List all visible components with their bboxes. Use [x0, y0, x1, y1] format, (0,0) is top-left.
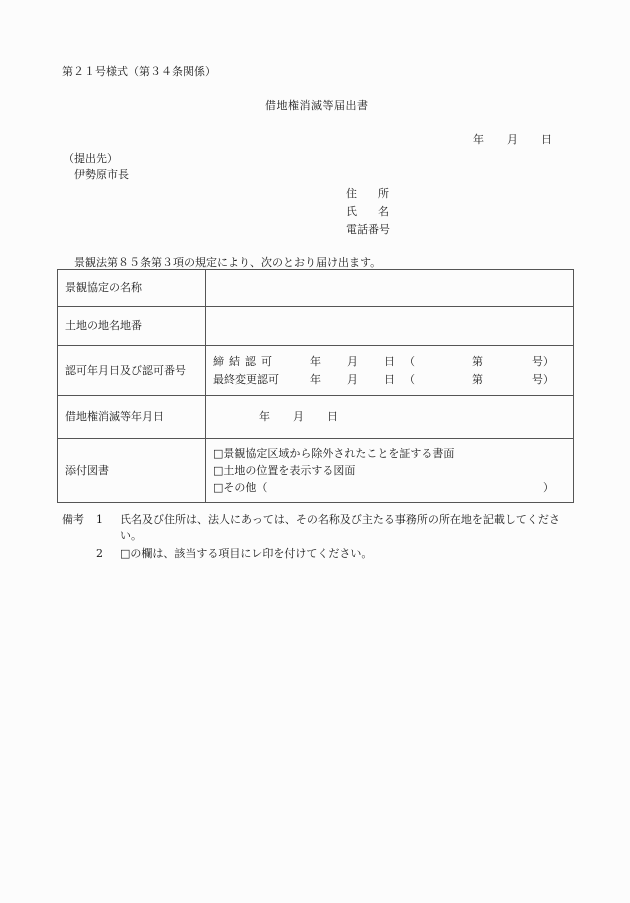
attachments-field	[206, 439, 574, 503]
approval-date-number-label: 認可年月日及び認可番号	[58, 346, 206, 396]
checkbox-location-map[interactable]: □土地の位置を表示する図面	[213, 464, 356, 477]
table-row	[58, 396, 574, 439]
phone-field[interactable]: 電話番号	[346, 223, 390, 236]
table-row	[58, 346, 574, 396]
lease-extinction-date-field[interactable]: 年 月 日	[206, 396, 574, 439]
notes-heading: 備考	[62, 513, 84, 526]
date-year-label: 年	[473, 133, 484, 146]
conclusion-approval-line: 締結認可 年 月 日 （ 第 号）	[213, 354, 554, 368]
submit-to-name: 伊勢原市長	[74, 168, 129, 181]
note-item: 2 □の欄は、該当する項目にレ印を付けてください。	[96, 547, 373, 560]
lead-text: 景観法第８５条第３項の規定により、次のとおり届け出ます。	[74, 256, 382, 269]
approval-date-number-field[interactable]	[206, 346, 574, 396]
form-number: 第２１号様式（第３４条関係）	[62, 65, 216, 78]
submit-to-label: （提出先）	[63, 152, 118, 165]
note-item: 備考 1 氏名及び住所は、法人にあっては、その名称及び主たる事務所の所在地を記載してください。	[62, 513, 560, 542]
submission-date	[473, 133, 552, 147]
land-lot-field[interactable]	[206, 307, 574, 346]
checkbox-other[interactable]: □その他（ ）	[213, 481, 554, 494]
notes-section	[62, 512, 582, 562]
agreement-name-label: 景観協定の名称	[58, 270, 206, 307]
table-row	[58, 270, 574, 307]
notification-table	[57, 269, 574, 503]
name-field[interactable]: 氏 名	[346, 205, 389, 218]
table-row	[58, 439, 574, 503]
lease-extinction-date-label: 借地権消滅等年月日	[58, 396, 206, 439]
address-field[interactable]: 住 所	[346, 187, 389, 200]
date-day-label: 日	[541, 133, 552, 146]
checkbox-exclusion-proof[interactable]: □景観協定区域から除外されたことを証する書面	[213, 447, 455, 460]
final-change-approval-line: 最終変更認可 年 月 日 （ 第 号）	[213, 372, 554, 386]
applicant-block	[346, 185, 390, 239]
land-lot-label: 土地の地名地番	[58, 307, 206, 346]
document-title: 借地権消滅等届出書	[265, 99, 369, 112]
table-row	[58, 307, 574, 346]
agreement-name-field[interactable]	[206, 270, 574, 307]
date-month-label: 月	[507, 133, 518, 146]
attachments-label: 添付図書	[58, 439, 206, 503]
